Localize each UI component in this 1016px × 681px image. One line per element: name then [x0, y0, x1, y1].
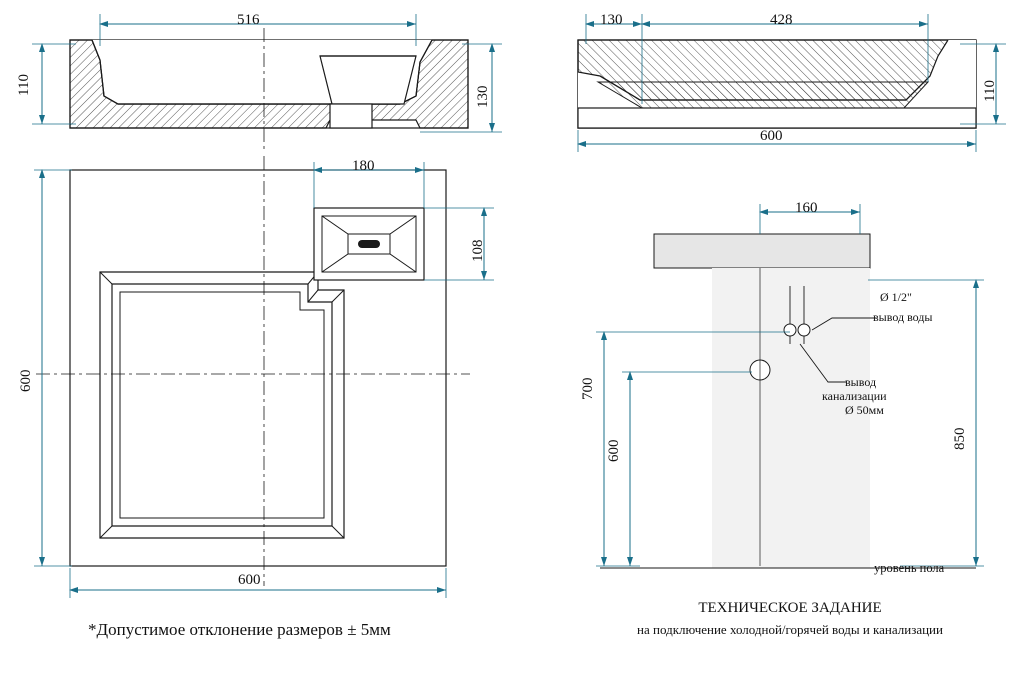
dim-side-130: 130 — [600, 12, 623, 28]
dim-tech-160: 160 — [795, 200, 818, 216]
dim-front-130: 130 — [475, 85, 491, 108]
tech-task-caption-sub: на подключение холодной/горячей воды и канализации — [637, 622, 943, 637]
tech-task-caption-title: ТЕХНИЧЕСКОЕ ЗАДАНИЕ — [698, 600, 882, 616]
dim-side-600: 600 — [760, 128, 783, 144]
label-water-diameter: Ø 1/2" — [880, 290, 912, 304]
tolerance-footnote: *Допустимое отклонение размеров ± 5мм — [88, 620, 391, 639]
view-side-section — [578, 14, 1006, 152]
dim-front-516: 516 — [237, 12, 260, 28]
dim-plan-600-bottom: 600 — [238, 572, 261, 588]
view-tech-task — [596, 204, 984, 568]
view-plan — [34, 156, 494, 598]
dim-side-428: 428 — [770, 12, 793, 28]
label-sewer-line1: вывод — [845, 375, 877, 389]
dim-plan-180: 180 — [352, 158, 375, 174]
label-water-outlet: вывод воды — [873, 310, 933, 324]
label-sewer-line2: канализации — [822, 389, 887, 403]
label-sewer-diameter: Ø 50мм — [845, 403, 884, 417]
view-front-section — [32, 14, 502, 150]
label-floor-level: уровень пола — [874, 561, 945, 575]
dim-tech-600: 600 — [606, 439, 622, 462]
dim-tech-700: 700 — [580, 377, 596, 400]
dim-plan-108: 108 — [470, 239, 486, 262]
dim-tech-850: 850 — [952, 427, 968, 450]
dim-plan-600-left: 600 — [18, 369, 34, 392]
dim-front-110: 110 — [16, 74, 32, 96]
dim-side-110: 110 — [982, 80, 998, 102]
